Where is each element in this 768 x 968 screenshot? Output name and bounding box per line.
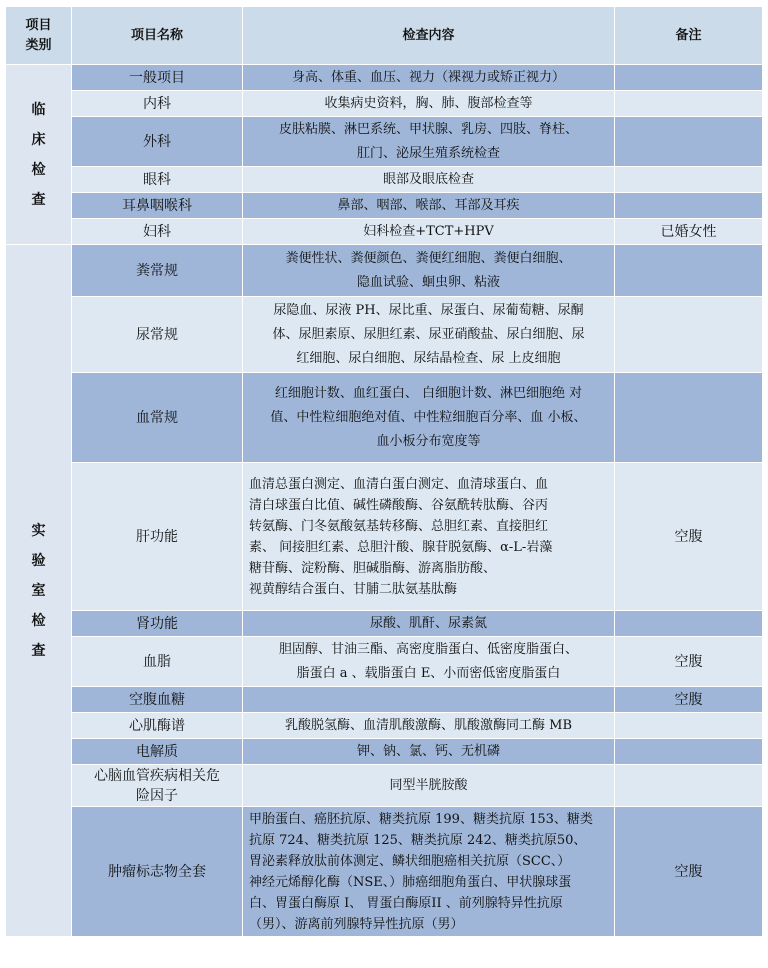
table-row	[6, 167, 763, 193]
header-category	[6, 7, 72, 65]
item-note-cell: 空腹	[615, 463, 763, 611]
item-name-cell	[72, 117, 243, 167]
table-row	[6, 807, 763, 937]
item-content-cell	[243, 297, 615, 373]
header-category-line2: 类别	[25, 37, 52, 53]
item-content-line: 血清总蛋白测定、血清白蛋白测定、血清球蛋白、血	[249, 476, 549, 492]
header-category-line1: 项目	[25, 17, 52, 33]
item-name-line: 肿瘤标志物全套	[108, 863, 206, 880]
table-row	[6, 65, 763, 91]
item-content-cell	[243, 117, 615, 167]
item-content-cell	[243, 245, 615, 297]
header-content: 检查内容	[243, 7, 615, 65]
item-content-cell	[243, 463, 615, 611]
item-note-cell	[615, 65, 763, 91]
item-content-line: 抗原 724、糖类抗原 125、糖类抗原 242、糖类抗原50、	[249, 832, 587, 848]
item-name-line: 一般项目	[129, 69, 185, 86]
item-name-line: 心脑血管疾病相关危	[94, 767, 220, 784]
item-name-cell	[72, 765, 243, 807]
item-content-line: 素、 间接胆红素、总胆汁酸、腺苷脱氨酶、α-L-岩藻	[249, 539, 553, 555]
table-row	[6, 117, 763, 167]
item-note-cell	[615, 167, 763, 193]
item-name-cell	[72, 91, 243, 117]
item-content-cell	[243, 713, 615, 739]
table-row	[6, 463, 763, 611]
item-content-line: 粪便性状、粪便颜色、粪便红细胞、粪便白细胞、	[285, 250, 572, 266]
item-note-cell	[615, 193, 763, 219]
item-content-line: 尿隐血、尿液 PH、尿比重、尿蛋白、尿葡萄糖、尿酮	[273, 302, 584, 318]
item-content-line: 脂蛋白 a 、载脂蛋白 E、小而密低密度脂蛋白	[296, 665, 561, 681]
item-content-line: 红细胞计数、血红蛋白、 白细胞计数、淋巴细胞绝 对	[274, 385, 583, 401]
item-content-cell	[243, 637, 615, 687]
item-name-cell	[72, 193, 243, 219]
item-content-line: 皮肤粘膜、淋巴系统、甲状腺、乳房、四肢、脊柱、	[278, 121, 578, 137]
item-name-cell	[72, 245, 243, 297]
section-category-cell	[6, 65, 72, 245]
item-name-line: 妇科	[143, 223, 171, 240]
item-note-cell	[615, 739, 763, 765]
item-content-line: 值、中性粒细胞绝对值、中性粒细胞百分率、血 小板、	[270, 409, 587, 425]
section-category-char: 查	[31, 191, 46, 208]
item-note-cell: 空腹	[615, 687, 763, 713]
item-content-line: 神经元烯醇化酶（NSE、）肺癌细胞角蛋白、甲状腺球蛋	[249, 874, 572, 890]
item-content-cell	[243, 91, 615, 117]
item-note-cell: 空腹	[615, 807, 763, 937]
table-header-row	[6, 7, 763, 65]
section-category-char: 查	[31, 642, 46, 659]
item-name-line: 眼科	[143, 171, 171, 188]
item-content-cell	[243, 193, 615, 219]
item-name-cell	[72, 65, 243, 91]
item-content-line: 胃泌素释放肽前体测定、鳞状细胞癌相关抗原（SCC、）	[249, 853, 571, 869]
item-name-line: 粪常规	[136, 262, 178, 279]
item-name-line: 险因子	[136, 787, 178, 804]
item-content-cell	[243, 611, 615, 637]
item-content-line: 身高、体重、血压、视力（裸视力或矫正视力）	[291, 69, 565, 85]
table-row	[6, 297, 763, 373]
table-row	[6, 219, 763, 245]
item-content-line: 尿酸、肌酐、尿素氮	[369, 615, 487, 631]
item-name-line: 心肌酶谱	[129, 717, 185, 734]
item-content-line: 同型半胱胺酸	[389, 777, 468, 793]
section-category-char: 检	[31, 161, 46, 178]
item-content-line: 转氨酶、门冬氨酸氨基转移酶、总胆红素、直接胆红	[249, 518, 549, 534]
item-name-line: 空腹血糖	[129, 691, 185, 708]
item-name-line: 耳鼻咽喉科	[122, 197, 192, 214]
table-row	[6, 373, 763, 463]
section-category-char: 实	[31, 522, 46, 539]
item-name-cell	[72, 219, 243, 245]
item-name-line: 尿常规	[136, 326, 178, 343]
health-checkup-table-container	[5, 6, 763, 937]
item-name-line: 血脂	[143, 653, 171, 670]
item-name-cell	[72, 297, 243, 373]
item-name-cell	[72, 739, 243, 765]
item-content-line: 血小板分布宽度等	[376, 433, 481, 449]
header-note: 备注	[615, 7, 763, 65]
item-content-line: 妇科检查+TCT+HPV	[363, 223, 494, 239]
table-row	[6, 713, 763, 739]
item-content-line: 糖苷酶、淀粉酶、胆碱脂酶、游离脂肪酸、	[249, 560, 497, 576]
item-content-line: 红细胞、尿白细胞、尿结晶检查、尿 上皮细胞	[296, 350, 561, 366]
item-name-line: 血常规	[136, 409, 178, 426]
section-category-char: 临	[31, 101, 46, 118]
item-note-cell	[615, 91, 763, 117]
item-note-cell	[615, 117, 763, 167]
item-name-cell	[72, 463, 243, 611]
table-row	[6, 611, 763, 637]
item-content-line: 白、胃蛋白酶原 I、 胃蛋白酶原II 、前列腺特异性抗原	[249, 895, 563, 911]
table-body	[6, 65, 763, 937]
item-content-cell	[243, 765, 615, 807]
item-content-cell	[243, 807, 615, 937]
item-name-cell	[72, 807, 243, 937]
item-name-line: 电解质	[136, 743, 178, 760]
section-category-char: 检	[31, 612, 46, 629]
item-name-line: 肾功能	[136, 615, 178, 632]
item-name-cell	[72, 373, 243, 463]
item-content-line: 肛门、泌尿生殖系统检查	[356, 145, 500, 161]
section-category-char: 床	[31, 131, 46, 148]
item-name-cell	[72, 687, 243, 713]
item-content-cell	[243, 739, 615, 765]
item-note-cell: 已婚女性	[615, 219, 763, 245]
section-category-char: 验	[31, 552, 46, 569]
item-note-cell: 空腹	[615, 637, 763, 687]
item-note-cell	[615, 611, 763, 637]
item-content-line: 体、尿胆素原、尿胆红素、尿亚硝酸盐、尿白细胞、尿	[272, 326, 585, 342]
table-row	[6, 739, 763, 765]
item-note-cell	[615, 373, 763, 463]
item-note-cell	[615, 713, 763, 739]
item-content-line: 视黄醇结合蛋白、甘脯二肽氨基肽酶	[249, 581, 458, 597]
item-content-line: 眼部及眼底检查	[382, 171, 474, 187]
table-row	[6, 193, 763, 219]
item-content-line: 钾、钠、氯、钙、无机磷	[356, 743, 500, 759]
item-content-line: 收集病史资料，胸、肺、腹部检查等	[324, 95, 533, 111]
table-row	[6, 765, 763, 807]
item-name-line: 肝功能	[136, 528, 178, 545]
item-name-cell	[72, 167, 243, 193]
item-content-line: 隐血试验、蛔虫卵、粘液	[356, 274, 500, 290]
item-name-cell	[72, 637, 243, 687]
table-row	[6, 245, 763, 297]
table-row	[6, 91, 763, 117]
item-content-cell	[243, 687, 615, 713]
item-content-line: 清白球蛋白比值、碱性磷酸酶、谷氨酰转肽酶、谷丙	[249, 497, 549, 513]
item-content-cell	[243, 373, 615, 463]
item-name-line: 外科	[143, 133, 171, 150]
section-category-char: 室	[31, 582, 46, 599]
item-content-line: （男）、游离前列腺特异性抗原（男）	[249, 916, 464, 932]
item-name-cell	[72, 713, 243, 739]
item-content-line: 乳酸脱氢酶、血清肌酸激酶、肌酸激酶同工酶 MB	[285, 717, 572, 733]
item-content-line: 胆固醇、甘油三酯、高密度脂蛋白、低密度脂蛋白、	[278, 641, 578, 657]
checkup-items-table	[5, 6, 763, 937]
item-content-cell	[243, 167, 615, 193]
item-note-cell	[615, 297, 763, 373]
item-content-line: 甲胎蛋白、癌胚抗原、糖类抗原 199、糖类抗原 153、糖类	[249, 811, 593, 827]
item-name-cell	[72, 611, 243, 637]
table-row	[6, 687, 763, 713]
header-name: 项目名称	[72, 7, 243, 65]
item-name-line: 内科	[143, 95, 171, 112]
item-content-cell	[243, 219, 615, 245]
item-note-cell	[615, 245, 763, 297]
section-category-cell	[6, 245, 72, 937]
item-content-cell	[243, 65, 615, 91]
item-note-cell	[615, 765, 763, 807]
item-content-line: 鼻部、咽部、喉部、耳部及耳疾	[337, 197, 520, 213]
table-row	[6, 637, 763, 687]
